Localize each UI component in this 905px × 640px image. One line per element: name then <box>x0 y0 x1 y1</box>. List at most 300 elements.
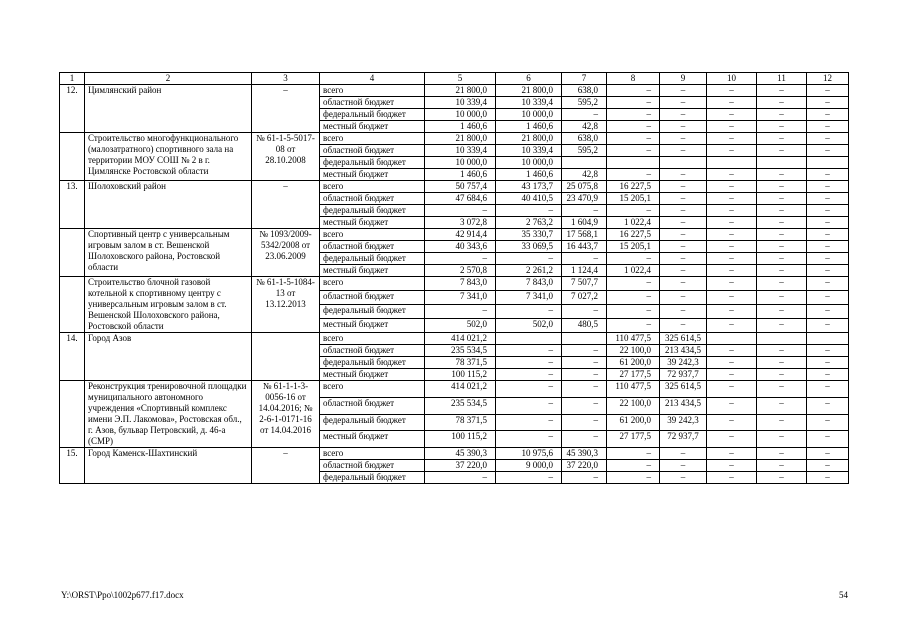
amount-cell: – <box>807 241 849 253</box>
amount-cell: – <box>757 145 807 157</box>
amount-cell: 235 534,5 <box>425 397 496 414</box>
amount-cell: – <box>496 205 562 217</box>
amount-cell: – <box>757 229 807 241</box>
amount-cell: 502,0 <box>496 319 562 333</box>
amount-cell: – <box>807 121 849 133</box>
amount-cell: 213 434,5 <box>660 345 707 357</box>
amount-cell: – <box>707 291 757 305</box>
column-number-9: 9 <box>660 73 707 85</box>
amount-cell: – <box>807 369 849 381</box>
column-number-6: 6 <box>496 73 562 85</box>
amount-cell: 16 227,5 <box>607 181 660 193</box>
amount-cell: – <box>707 169 757 181</box>
amount-cell: – <box>562 472 607 484</box>
budget-table <box>59 72 849 484</box>
amount-cell: – <box>757 345 807 357</box>
amount-cell: 43 173,7 <box>496 181 562 193</box>
amount-cell: 78 371,5 <box>425 357 496 369</box>
amount-cell: – <box>707 229 757 241</box>
amount-cell: – <box>757 414 807 431</box>
amount-cell: 10 000,0 <box>496 109 562 121</box>
header-row <box>60 73 849 85</box>
row-number-cell: 14. <box>60 333 85 381</box>
object-name-cell: Спортивный центр с универсальным игровым залом в ст. Вешенской Шолоховского района, Ростовской области <box>85 229 252 277</box>
funding-source-cell: областной бюджет <box>320 145 425 157</box>
amount-cell: 42,8 <box>562 121 607 133</box>
amount-cell: 7 341,0 <box>425 291 496 305</box>
funding-source-cell: местный бюджет <box>320 121 425 133</box>
funding-source-cell: всего <box>320 229 425 241</box>
amount-cell: – <box>607 277 660 291</box>
amount-cell: – <box>660 109 707 121</box>
funding-source-cell: всего <box>320 181 425 193</box>
amount-cell: 2 261,2 <box>496 265 562 277</box>
amount-cell: 325 614,5 <box>660 333 707 345</box>
funding-source-cell: всего <box>320 277 425 291</box>
table-row <box>60 277 849 291</box>
amount-cell: – <box>807 448 849 460</box>
amount-cell: 15 205,1 <box>607 241 660 253</box>
funding-source-cell: федеральный бюджет <box>320 472 425 484</box>
funding-source-cell: областной бюджет <box>320 241 425 253</box>
amount-cell: 10 975,6 <box>496 448 562 460</box>
column-number-1: 1 <box>60 73 85 85</box>
amount-cell: 35 330,7 <box>496 229 562 241</box>
amount-cell: 235 534,5 <box>425 345 496 357</box>
amount-cell: 21 800,0 <box>496 85 562 97</box>
object-name-cell: Строительство блочной газовой котельной к спортивному центру с универсальным игровым залом в ст. Вешенской Шолоховского района, Ростовской области <box>85 277 252 333</box>
amount-cell: 1 022,4 <box>607 217 660 229</box>
funding-source-cell: областной бюджет <box>320 291 425 305</box>
amount-cell: 638,0 <box>562 133 607 145</box>
amount-cell: – <box>757 277 807 291</box>
amount-cell: – <box>707 217 757 229</box>
amount-cell: 502,0 <box>425 319 496 333</box>
amount-cell: 7 507,7 <box>562 277 607 291</box>
amount-cell <box>707 157 757 169</box>
amount-cell: – <box>607 448 660 460</box>
amount-cell: – <box>807 253 849 265</box>
amount-cell: – <box>807 319 849 333</box>
amount-cell: 37 220,0 <box>425 460 496 472</box>
amount-cell: – <box>707 448 757 460</box>
amount-cell: – <box>707 381 757 398</box>
amount-cell: – <box>757 217 807 229</box>
amount-cell: – <box>807 193 849 205</box>
amount-cell: – <box>757 369 807 381</box>
amount-cell: – <box>660 460 707 472</box>
amount-cell: 27 177,5 <box>607 431 660 448</box>
amount-cell: 25 075,8 <box>562 181 607 193</box>
amount-cell: – <box>807 277 849 291</box>
amount-cell: – <box>707 414 757 431</box>
amount-cell: 2 763,2 <box>496 217 562 229</box>
amount-cell: – <box>757 205 807 217</box>
amount-cell: 1 460,6 <box>496 121 562 133</box>
amount-cell: – <box>757 291 807 305</box>
column-number-12: 12 <box>807 73 849 85</box>
amount-cell: 61 200,0 <box>607 414 660 431</box>
amount-cell: 3 072,8 <box>425 217 496 229</box>
amount-cell: – <box>660 217 707 229</box>
amount-cell: – <box>707 205 757 217</box>
amount-cell: – <box>807 345 849 357</box>
funding-source-cell: федеральный бюджет <box>320 305 425 319</box>
amount-cell: – <box>660 253 707 265</box>
amount-cell: – <box>496 357 562 369</box>
amount-cell: – <box>496 253 562 265</box>
amount-cell: 45 390,3 <box>425 448 496 460</box>
funding-source-cell: федеральный бюджет <box>320 157 425 169</box>
funding-source-cell: федеральный бюджет <box>320 414 425 431</box>
amount-cell: – <box>757 357 807 369</box>
document-cell: № 1093/2009-5342/2008 от 23.06.2009 <box>252 229 320 277</box>
funding-source-cell: областной бюджет <box>320 193 425 205</box>
table-row <box>60 448 849 460</box>
amount-cell: – <box>607 145 660 157</box>
amount-cell: 21 800,0 <box>425 85 496 97</box>
amount-cell: – <box>707 85 757 97</box>
amount-cell: – <box>607 319 660 333</box>
amount-cell: 7 341,0 <box>496 291 562 305</box>
amount-cell <box>496 333 562 345</box>
amount-cell <box>757 157 807 169</box>
amount-cell: – <box>757 97 807 109</box>
amount-cell: 15 205,1 <box>607 193 660 205</box>
funding-source-cell: местный бюджет <box>320 217 425 229</box>
amount-cell: – <box>660 181 707 193</box>
row-number-cell: 12. <box>60 85 85 133</box>
column-number-8: 8 <box>607 73 660 85</box>
amount-cell: – <box>807 169 849 181</box>
amount-cell: – <box>607 169 660 181</box>
amount-cell: – <box>660 145 707 157</box>
amount-cell <box>707 333 757 345</box>
amount-cell: – <box>660 265 707 277</box>
table-row <box>60 85 849 97</box>
amount-cell: – <box>707 397 757 414</box>
funding-source-cell: федеральный бюджет <box>320 205 425 217</box>
amount-cell <box>807 157 849 169</box>
amount-cell: – <box>496 472 562 484</box>
object-name-cell: Строительство многофункционального (малозатратного) спортивного зала на территории МОУ СОШ № 2 в г. Цимлянске Ростовской области <box>85 133 252 181</box>
amount-cell: 78 371,5 <box>425 414 496 431</box>
amount-cell: – <box>707 431 757 448</box>
amount-cell: – <box>660 305 707 319</box>
amount-cell: – <box>562 205 607 217</box>
amount-cell: – <box>707 277 757 291</box>
amount-cell: – <box>807 460 849 472</box>
row-number-cell: 15. <box>60 448 85 484</box>
amount-cell: – <box>807 431 849 448</box>
amount-cell: – <box>707 145 757 157</box>
amount-cell: 40 410,5 <box>496 193 562 205</box>
amount-cell: – <box>562 369 607 381</box>
amount-cell: – <box>807 97 849 109</box>
column-number-7: 7 <box>562 73 607 85</box>
amount-cell: – <box>807 414 849 431</box>
amount-cell: 10 000,0 <box>496 157 562 169</box>
amount-cell: – <box>562 357 607 369</box>
amount-cell: – <box>660 448 707 460</box>
amount-cell: – <box>807 181 849 193</box>
amount-cell: – <box>607 121 660 133</box>
amount-cell: – <box>757 109 807 121</box>
amount-cell <box>757 333 807 345</box>
amount-cell: – <box>660 133 707 145</box>
amount-cell: – <box>496 305 562 319</box>
amount-cell: – <box>757 319 807 333</box>
amount-cell: – <box>707 305 757 319</box>
funding-source-cell: федеральный бюджет <box>320 253 425 265</box>
amount-cell: – <box>757 193 807 205</box>
table-body <box>60 73 849 484</box>
amount-cell: – <box>562 345 607 357</box>
amount-cell: – <box>660 169 707 181</box>
amount-cell <box>807 333 849 345</box>
amount-cell: 10 339,4 <box>496 145 562 157</box>
amount-cell: – <box>496 381 562 398</box>
document-cell: – <box>252 181 320 229</box>
amount-cell: – <box>807 305 849 319</box>
amount-cell: 7 843,0 <box>496 277 562 291</box>
amount-cell: 10 000,0 <box>425 157 496 169</box>
amount-cell: – <box>807 133 849 145</box>
amount-cell: – <box>562 305 607 319</box>
amount-cell: 40 343,6 <box>425 241 496 253</box>
amount-cell: 7 027,2 <box>562 291 607 305</box>
amount-cell: 21 800,0 <box>425 133 496 145</box>
amount-cell: – <box>807 109 849 121</box>
amount-cell: 72 937,7 <box>660 431 707 448</box>
amount-cell: – <box>562 109 607 121</box>
amount-cell: – <box>660 205 707 217</box>
amount-cell: – <box>607 253 660 265</box>
table-row <box>60 333 849 345</box>
amount-cell: 42 914,4 <box>425 229 496 241</box>
amount-cell: 22 100,0 <box>607 397 660 414</box>
amount-cell: – <box>757 121 807 133</box>
amount-cell: – <box>496 397 562 414</box>
amount-cell: 23 470,9 <box>562 193 607 205</box>
amount-cell: – <box>807 357 849 369</box>
amount-cell: 10 000,0 <box>425 109 496 121</box>
amount-cell: – <box>807 205 849 217</box>
amount-cell: – <box>807 381 849 398</box>
row-number-cell <box>60 381 85 448</box>
object-name-cell: Город Азов <box>85 333 252 381</box>
amount-cell: – <box>607 205 660 217</box>
amount-cell: 22 100,0 <box>607 345 660 357</box>
funding-source-cell: всего <box>320 133 425 145</box>
row-number-cell <box>60 277 85 333</box>
amount-cell: 1 022,4 <box>607 265 660 277</box>
amount-cell: – <box>562 381 607 398</box>
column-number-5: 5 <box>425 73 496 85</box>
amount-cell: – <box>607 85 660 97</box>
funding-source-cell: всего <box>320 85 425 97</box>
amount-cell: 100 115,2 <box>425 431 496 448</box>
column-number-4: 4 <box>320 73 425 85</box>
amount-cell: 9 000,0 <box>496 460 562 472</box>
amount-cell: 10 339,4 <box>496 97 562 109</box>
document-cell: – <box>252 448 320 484</box>
amount-cell: – <box>807 145 849 157</box>
funding-source-cell: федеральный бюджет <box>320 357 425 369</box>
amount-cell: – <box>807 291 849 305</box>
amount-cell: – <box>607 305 660 319</box>
amount-cell: – <box>607 133 660 145</box>
amount-cell: – <box>807 229 849 241</box>
amount-cell: – <box>660 121 707 133</box>
object-name-cell: Шолоховский район <box>85 181 252 229</box>
funding-source-cell: местный бюджет <box>320 369 425 381</box>
amount-cell: – <box>757 448 807 460</box>
amount-cell: 1 124,4 <box>562 265 607 277</box>
funding-source-cell: областной бюджет <box>320 460 425 472</box>
amount-cell: – <box>707 460 757 472</box>
amount-cell: – <box>807 472 849 484</box>
amount-cell: 39 242,3 <box>660 357 707 369</box>
amount-cell: 100 115,2 <box>425 369 496 381</box>
amount-cell: – <box>707 265 757 277</box>
amount-cell: 213 434,5 <box>660 397 707 414</box>
amount-cell: – <box>660 277 707 291</box>
amount-cell: 47 684,6 <box>425 193 496 205</box>
amount-cell: – <box>660 97 707 109</box>
funding-source-cell: местный бюджет <box>320 319 425 333</box>
amount-cell: – <box>757 431 807 448</box>
amount-cell: – <box>425 305 496 319</box>
amount-cell: – <box>707 253 757 265</box>
funding-source-cell: местный бюджет <box>320 265 425 277</box>
amount-cell: – <box>757 241 807 253</box>
amount-cell: 110 477,5 <box>607 381 660 398</box>
amount-cell: – <box>607 460 660 472</box>
table-row <box>60 181 849 193</box>
funding-source-cell: областной бюджет <box>320 345 425 357</box>
amount-cell: 10 339,4 <box>425 145 496 157</box>
amount-cell: – <box>425 205 496 217</box>
amount-cell: – <box>660 229 707 241</box>
amount-cell: 110 477,5 <box>607 333 660 345</box>
page-number: 54 <box>839 590 848 600</box>
object-name-cell: Город Каменск-Шахтинский <box>85 448 252 484</box>
funding-source-cell: всего <box>320 448 425 460</box>
funding-source-cell: всего <box>320 333 425 345</box>
amount-cell: 414 021,2 <box>425 381 496 398</box>
amount-cell: 7 843,0 <box>425 277 496 291</box>
amount-cell: – <box>807 217 849 229</box>
amount-cell: – <box>807 265 849 277</box>
amount-cell: 37 220,0 <box>562 460 607 472</box>
amount-cell: – <box>807 85 849 97</box>
amount-cell <box>562 333 607 345</box>
amount-cell: 16 443,7 <box>562 241 607 253</box>
document-cell: № 61-1-5-1084-13 от 13.12.2013 <box>252 277 320 333</box>
object-name-cell: Цимлянский район <box>85 85 252 133</box>
amount-cell: 595,2 <box>562 145 607 157</box>
amount-cell: – <box>425 472 496 484</box>
row-number-cell: 13. <box>60 181 85 229</box>
amount-cell: 21 800,0 <box>496 133 562 145</box>
amount-cell: – <box>496 369 562 381</box>
amount-cell: 595,2 <box>562 97 607 109</box>
amount-cell: 10 339,4 <box>425 97 496 109</box>
amount-cell: – <box>496 345 562 357</box>
amount-cell: – <box>562 414 607 431</box>
amount-cell: – <box>562 397 607 414</box>
amount-cell: 1 460,6 <box>425 169 496 181</box>
amount-cell: – <box>660 85 707 97</box>
amount-cell: – <box>757 381 807 398</box>
amount-cell: 50 757,4 <box>425 181 496 193</box>
funding-source-cell: местный бюджет <box>320 169 425 181</box>
amount-cell: – <box>707 109 757 121</box>
amount-cell: 1 604,9 <box>562 217 607 229</box>
amount-cell: 39 242,3 <box>660 414 707 431</box>
amount-cell: 2 570,8 <box>425 265 496 277</box>
amount-cell: – <box>607 472 660 484</box>
amount-cell: – <box>707 97 757 109</box>
amount-cell: 61 200,0 <box>607 357 660 369</box>
document-cell: № 61-1-1-3-0056-16 от 14.04.2016; № 2-6-1-0171-16 от 14.04.2016 <box>252 381 320 448</box>
amount-cell: 27 177,5 <box>607 369 660 381</box>
amount-cell: 33 069,5 <box>496 241 562 253</box>
amount-cell: 1 460,6 <box>425 121 496 133</box>
amount-cell: 325 614,5 <box>660 381 707 398</box>
amount-cell <box>562 157 607 169</box>
amount-cell: – <box>707 193 757 205</box>
amount-cell: – <box>757 460 807 472</box>
amount-cell: – <box>707 369 757 381</box>
table-row <box>60 381 849 398</box>
amount-cell: – <box>707 319 757 333</box>
amount-cell: 480,5 <box>562 319 607 333</box>
object-name-cell: Реконструкция тренировочной площадки муниципального автономного учреждения «Спортивный комплекс имени Э.П. Лакомова», Ростовская обл., г. Азов, бульвар Петровский, д. 46-а (СМР) <box>85 381 252 448</box>
amount-cell: – <box>757 397 807 414</box>
table-row <box>60 229 849 241</box>
row-number-cell <box>60 229 85 277</box>
funding-source-cell: местный бюджет <box>320 431 425 448</box>
amount-cell: 638,0 <box>562 85 607 97</box>
amount-cell: 414 021,2 <box>425 333 496 345</box>
amount-cell: – <box>607 97 660 109</box>
amount-cell: 72 937,7 <box>660 369 707 381</box>
amount-cell: – <box>425 253 496 265</box>
document-cell: № 61-1-5-5017-08 от 28.10.2008 <box>252 133 320 181</box>
table-row <box>60 133 849 145</box>
amount-cell: – <box>660 193 707 205</box>
column-number-10: 10 <box>707 73 757 85</box>
amount-cell: – <box>757 85 807 97</box>
amount-cell: – <box>496 414 562 431</box>
amount-cell: – <box>757 265 807 277</box>
amount-cell: – <box>660 472 707 484</box>
column-number-3: 3 <box>252 73 320 85</box>
amount-cell: – <box>757 305 807 319</box>
amount-cell: – <box>757 472 807 484</box>
funding-source-cell: федеральный бюджет <box>320 109 425 121</box>
document-cell: – <box>252 85 320 133</box>
funding-source-cell: областной бюджет <box>320 97 425 109</box>
funding-source-cell: областной бюджет <box>320 397 425 414</box>
amount-cell: – <box>757 133 807 145</box>
amount-cell: – <box>707 472 757 484</box>
amount-cell: – <box>757 253 807 265</box>
amount-cell: – <box>707 241 757 253</box>
row-number-cell <box>60 133 85 181</box>
